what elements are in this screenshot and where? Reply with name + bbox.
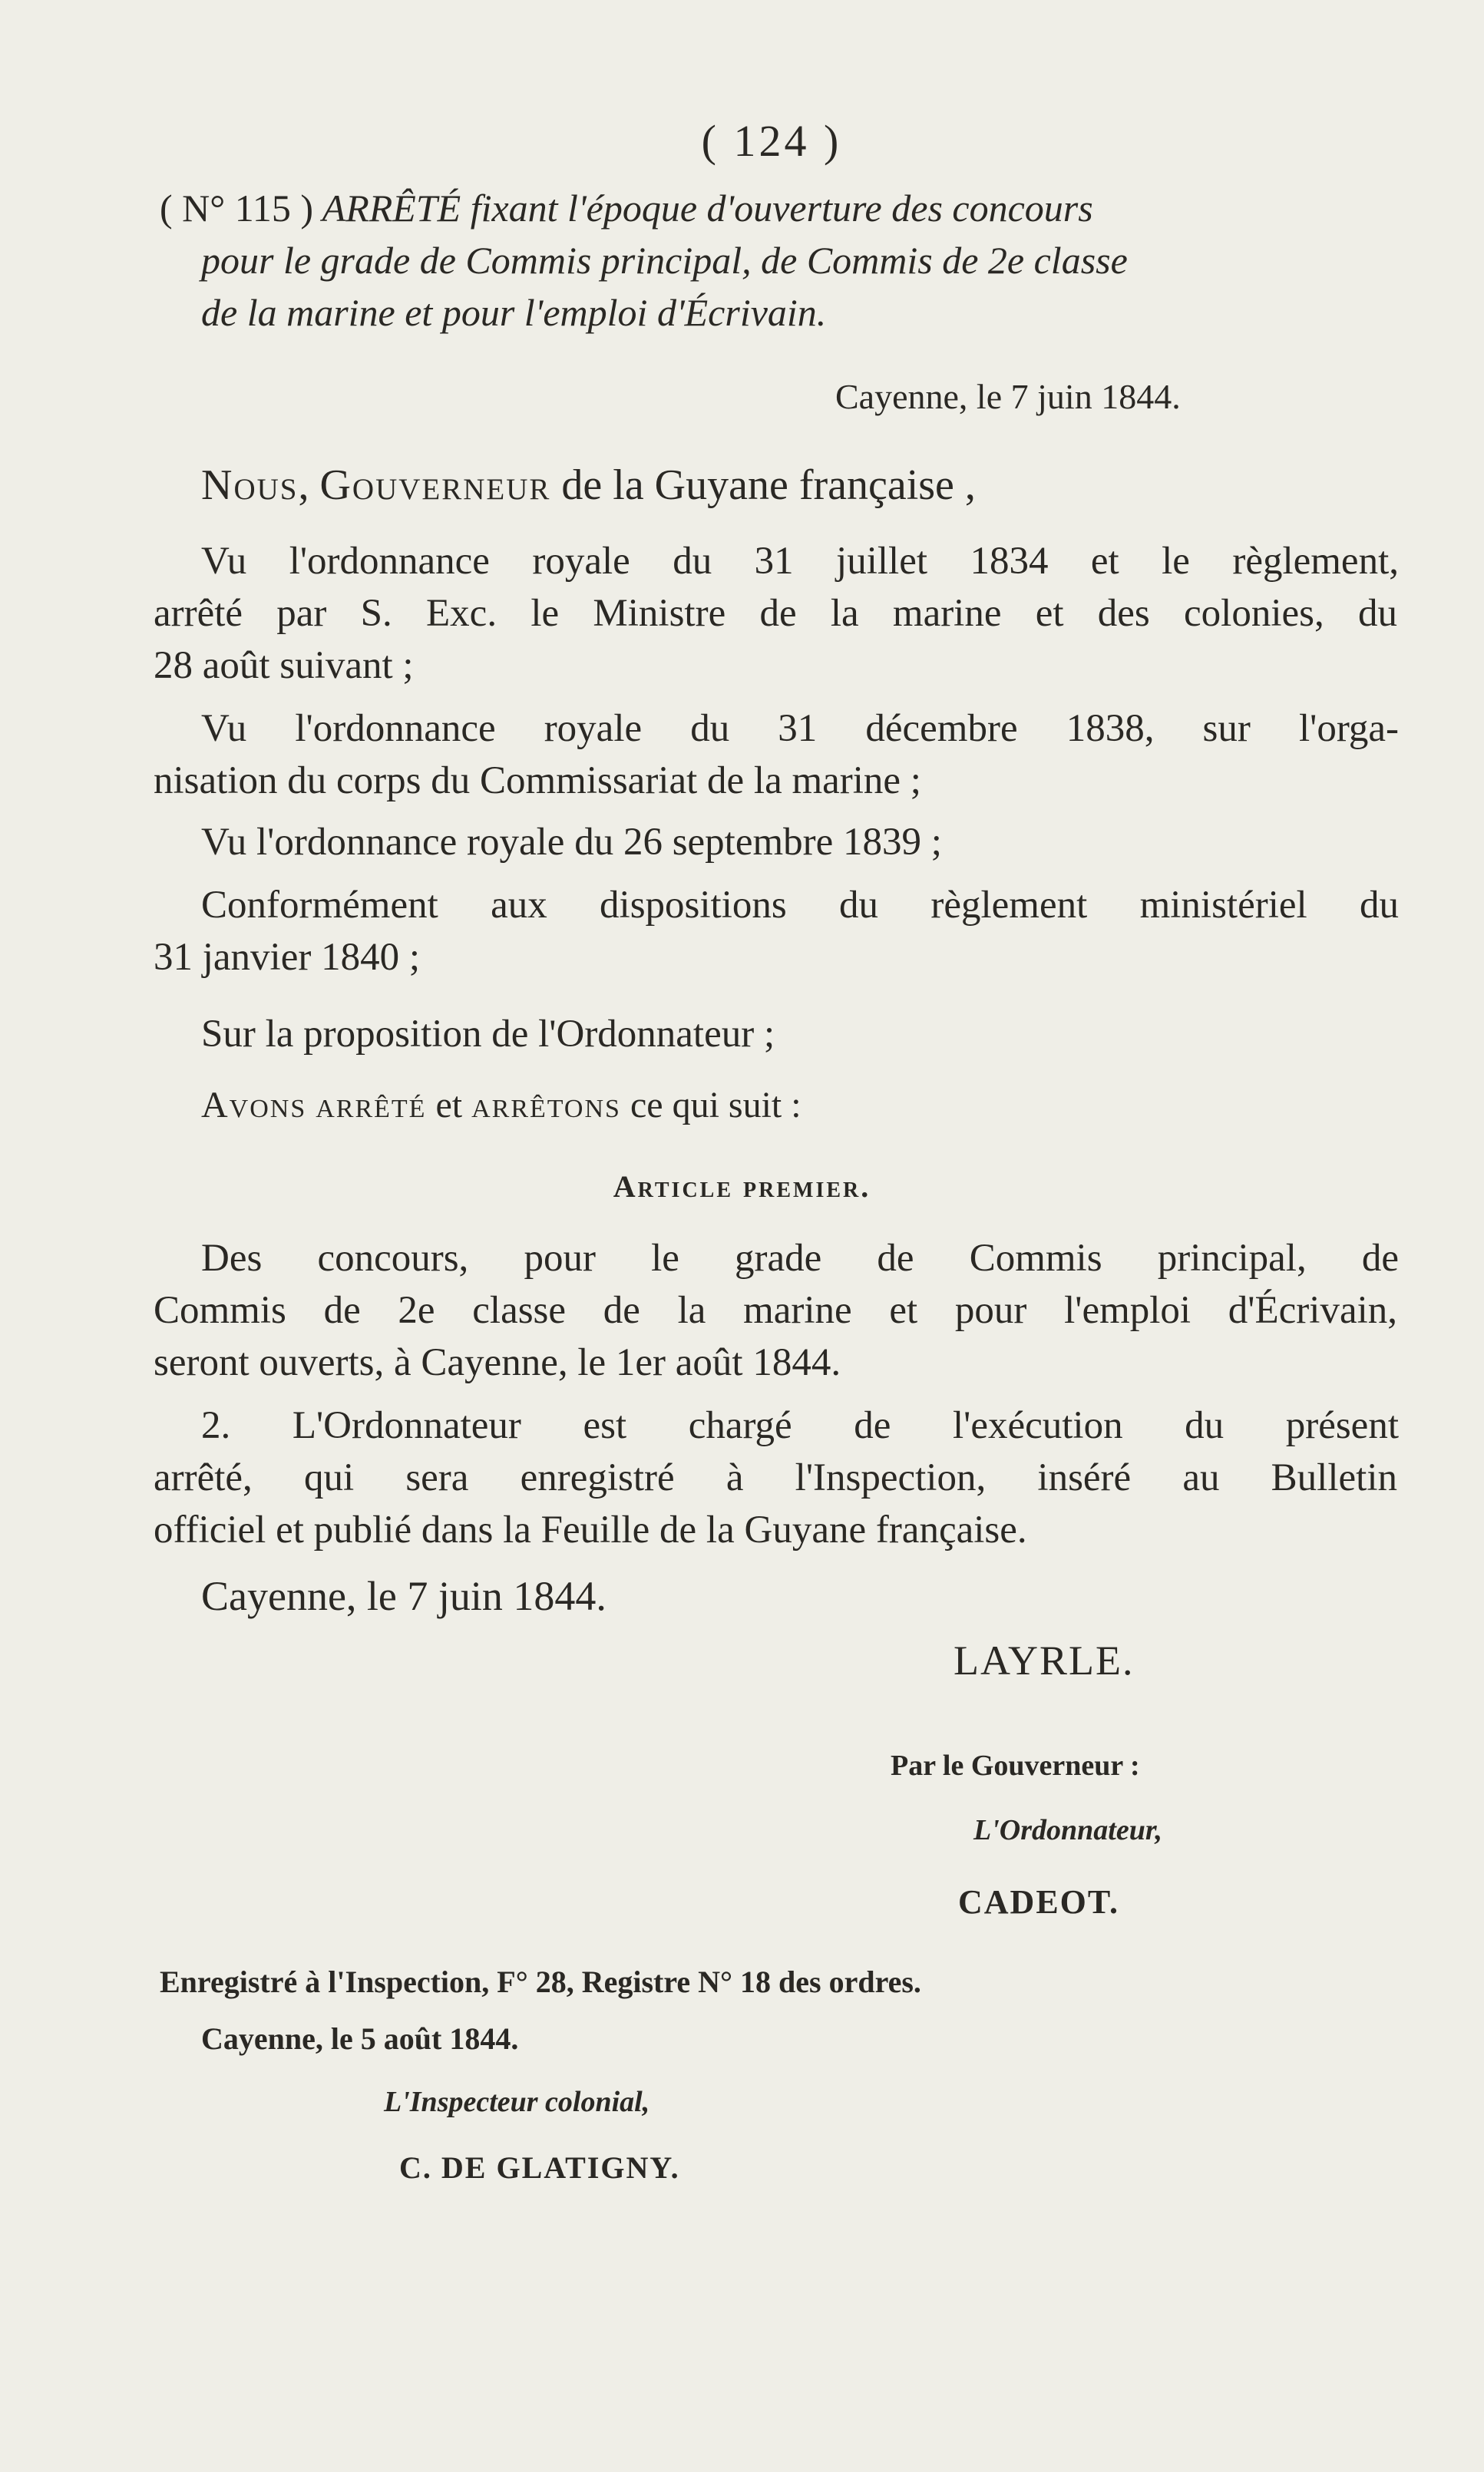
vu2-line-1: Vu l'ordonnance royale du 31 décembre 1838, sur l'orga- (201, 707, 1399, 750)
nous-word: Nous (201, 461, 299, 509)
et-word: et (435, 1085, 463, 1125)
title-line-2: pour le grade de Commis principal, de Commis de 2e classe (201, 239, 1128, 282)
proposition-line: Sur la proposition de l'Ordonnateur ; (201, 1013, 775, 1056)
governor-signature: LAYRLE. (954, 1638, 1135, 1684)
avons-word: Avons (201, 1085, 307, 1125)
article-heading: Article premier. (613, 1169, 871, 1204)
article2-line-2: arrêté, qui sera enregistré à l'Inspection, inséré au Bulletin (154, 1456, 1397, 1499)
arrete-word: arrêté (316, 1085, 427, 1125)
registration-line: Enregistré à l'Inspection, F° 28, Registre N° 18 des ordres. (160, 1965, 921, 1999)
title-line-1 (160, 186, 1093, 230)
decree-number: ( N° 115 ) (160, 187, 314, 230)
page-number: ( 124 ) (701, 116, 842, 166)
ordonnateur-title: L'Ordonnateur, (973, 1814, 1163, 1846)
article2-line-1: 2. L'Ordonnateur est chargé de l'exécution du présent (201, 1404, 1399, 1447)
registration-date: Cayenne, le 5 août 1844. (201, 2021, 519, 2056)
vu1-line-3: 28 août suivant ; (154, 644, 414, 687)
vu2-line-2: nisation du corps du Commissariat de la marine ; (154, 759, 921, 802)
par-le-gouverneur: Par le Gouverneur : (891, 1750, 1140, 1782)
avons-line (201, 1084, 1445, 1126)
conformement-line-2: 31 janvier 1840 ; (154, 936, 421, 979)
closing-date: Cayenne, le 7 juin 1844. (201, 1573, 606, 1619)
arretons-word: arrêtons (471, 1085, 621, 1125)
title-text-1: ARRÊTÉ fixant l'époque d'ouverture des concours (322, 187, 1093, 230)
title-line-3: de la marine et pour l'emploi d'Écrivain. (201, 291, 827, 334)
vu3-line: Vu l'ordonnance royale du 26 septembre 1839 ; (201, 821, 942, 864)
article1-line-2: Commis de 2e classe de la marine et pour l'emploi d'Écrivain, (154, 1289, 1397, 1332)
conformement-line-1: Conformément aux dispositions du règlement ministériel du (201, 884, 1399, 927)
nous-rest: de la Guyane française , (561, 461, 976, 509)
vu1-line-2: arrêté par S. Exc. le Ministre de la marine et des colonies, du (154, 592, 1397, 635)
inspector-name: C. DE GLATIGNY. (399, 2150, 680, 2185)
gouverneur-word: Gouverneur (319, 461, 551, 509)
article1-line-3: seront ouverts, à Cayenne, le 1er août 1844. (154, 1341, 841, 1384)
vu1-line-1: Vu l'ordonnance royale du 31 juillet 1834 et le règlement, (201, 540, 1399, 583)
ordonnateur-name: CADEOT. (958, 1883, 1119, 1921)
nous-line: Nous, Gouverneur de la Guyane française , (201, 461, 976, 509)
inspector-title: L'Inspecteur colonial, (384, 2086, 650, 2118)
avons-rest: ce qui suit : (630, 1085, 801, 1125)
article2-line-3: officiel et publié dans la Feuille de la Guyane française. (154, 1509, 1027, 1552)
place-date: Cayenne, le 7 juin 1844. (835, 377, 1181, 416)
article1-line-1: Des concours, pour le grade de Commis principal, de (201, 1237, 1399, 1280)
